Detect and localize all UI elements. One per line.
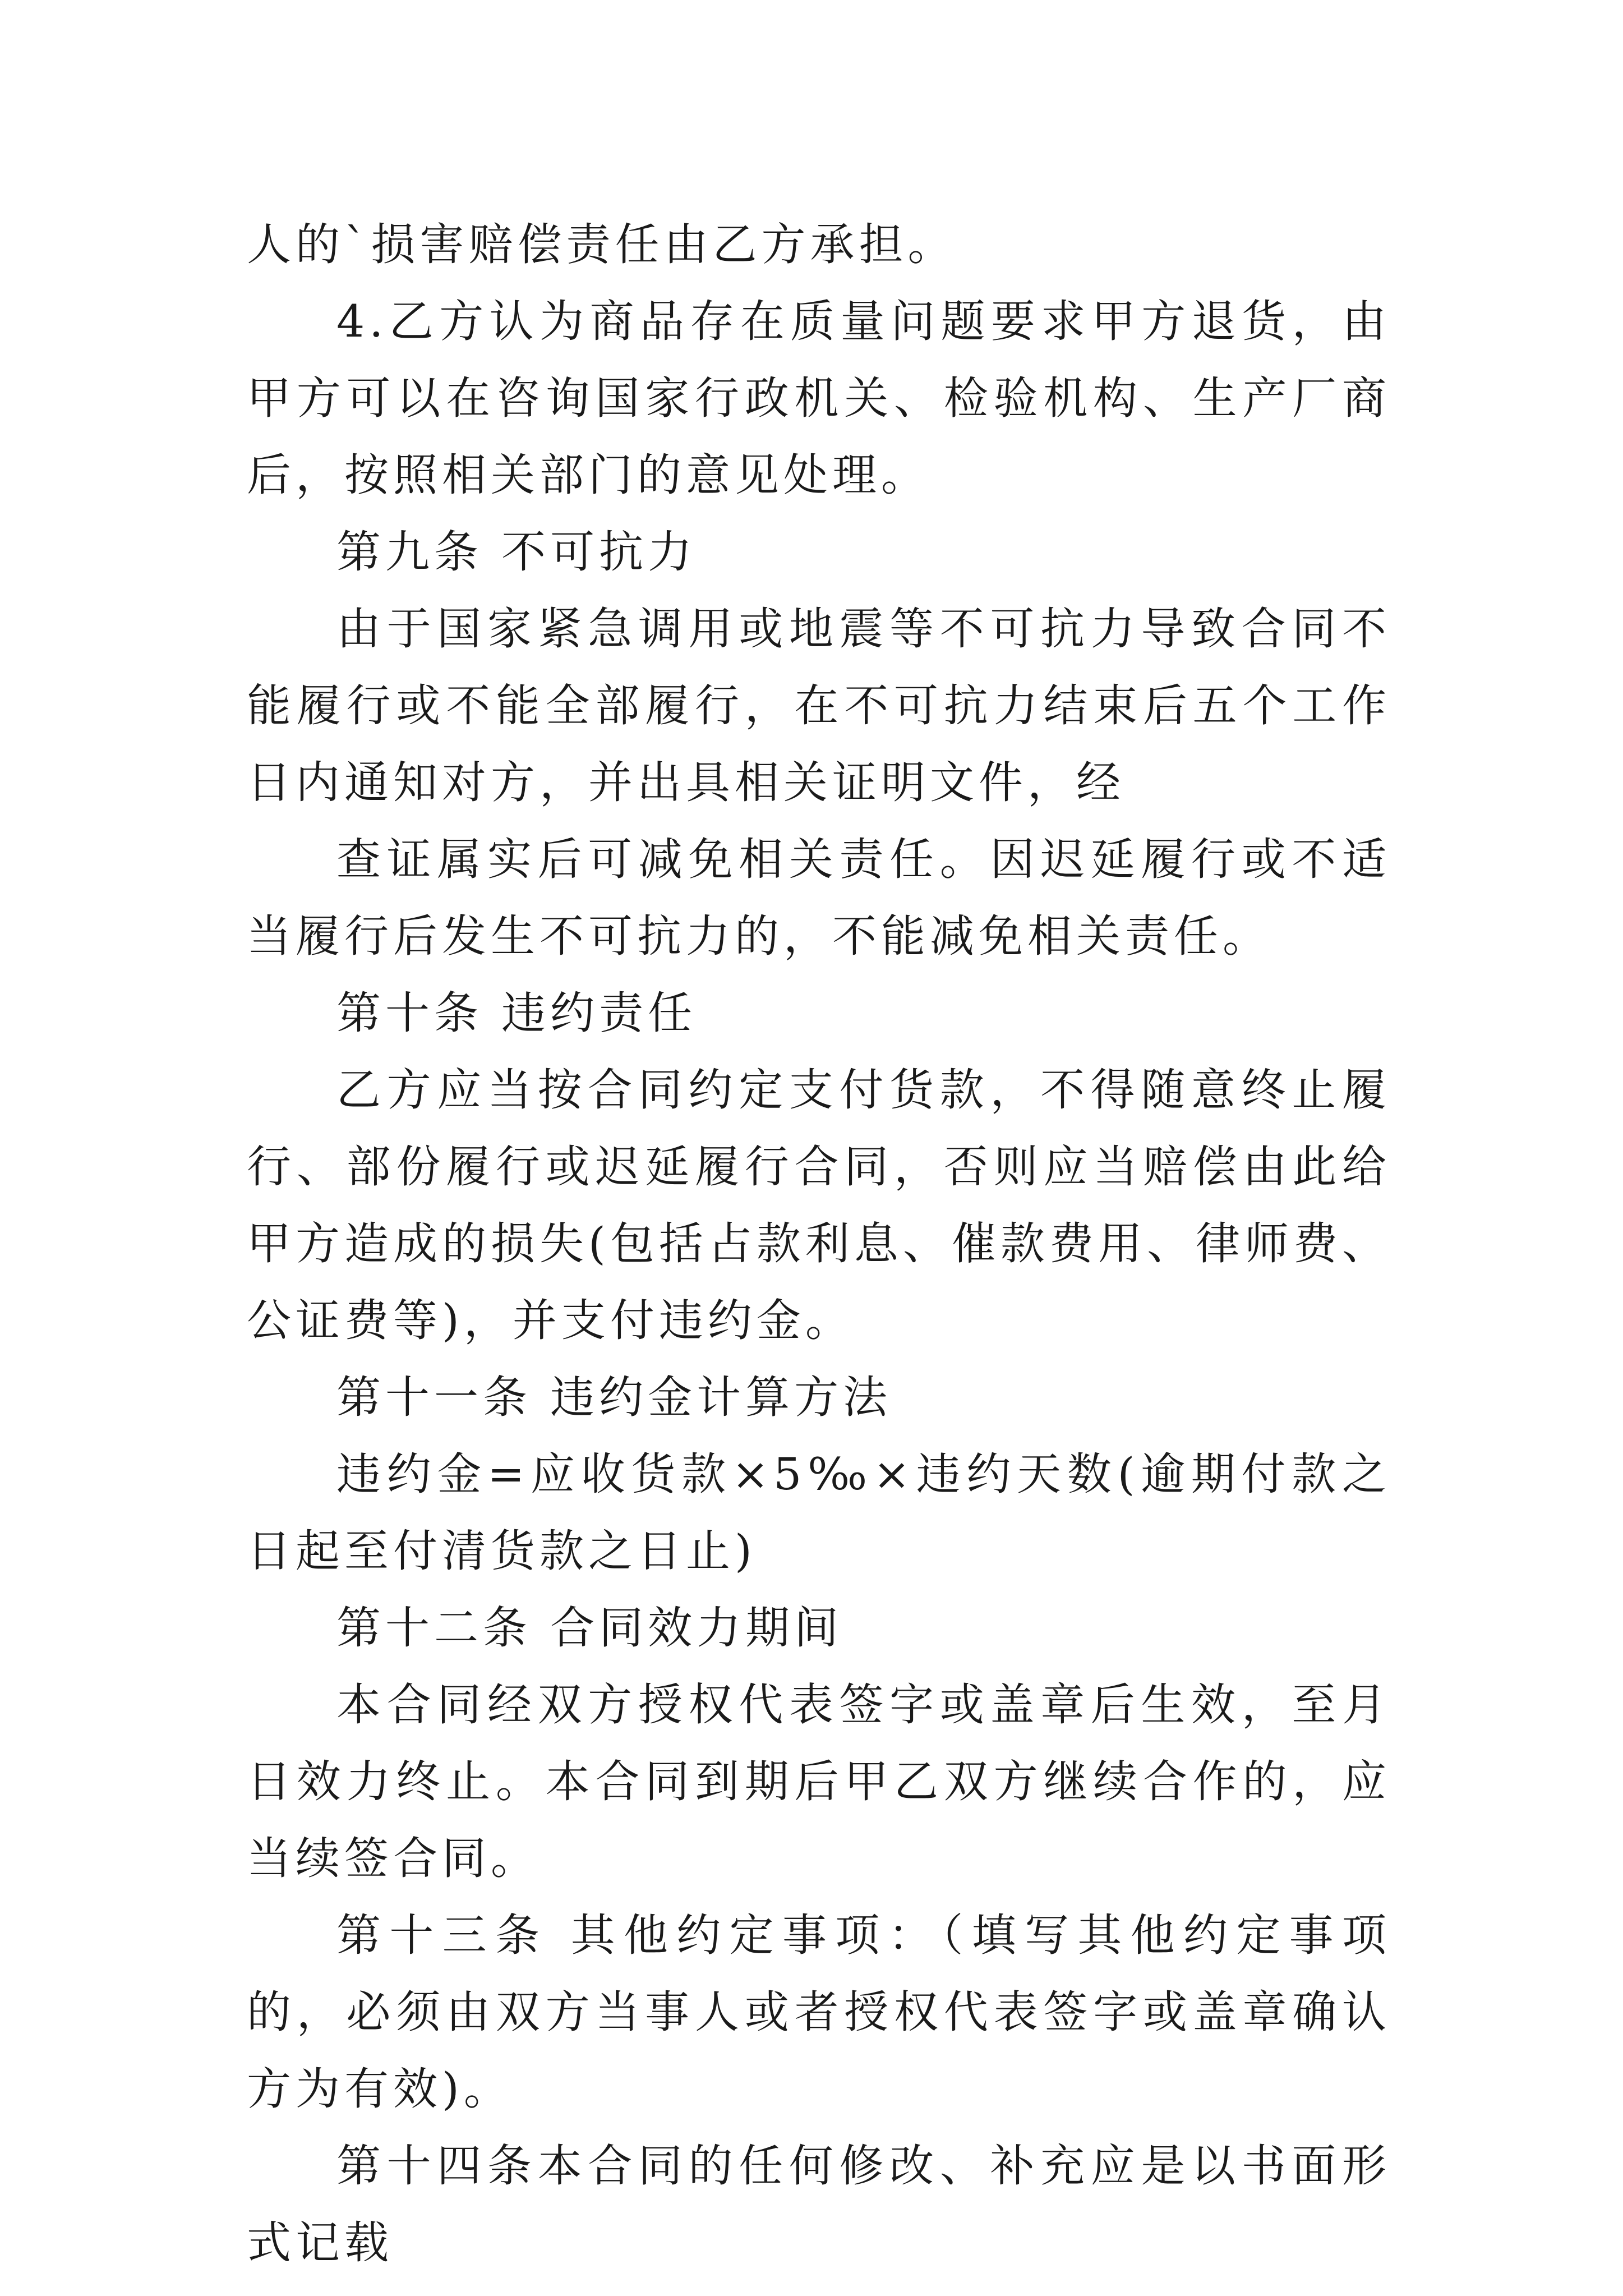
paragraph-article-14-amendments: 第十四条本合同的任何修改、补充应是以书面形式记载 — [247, 2140, 1391, 2269]
paragraph-force-majeure-part-1: 由于国家紧急调用或地震等不可抗力导致合同不能履行或不能全部履行，在不可抗力结束后五个工作日内通知对方，并出具相关证明文件，经 — [247, 603, 1391, 808]
paragraph-clause-4-quality-return: 4.乙方认为商品存在质量问题要求甲方退货，由甲方可以在咨询国家行政机关、检验机构、生产厂商后，按照相关部门的意见处理。 — [247, 296, 1391, 501]
paragraph-force-majeure-part-2: 查证属实后可减免相关责任。因迟延履行或不适当履行后发生不可抗力的，不能减免相关责任。 — [247, 834, 1391, 962]
paragraph-liability-continuation: 人的`损害赔偿责任由乙方承担。 — [247, 219, 957, 270]
paragraph-validity-period: 本合同经双方授权代表签字或盖章后生效，至月日效力终止。本合同到期后甲乙双方继续合作的，应当续签合同。 — [247, 1679, 1391, 1884]
paragraph-breach-liability: 乙方应当按合同约定支付货款，不得随意终止履行、部份履行或迟延履行合同，否则应当赔偿由此给甲方造成的损失(包括占款利息、催款费用、律师费、公证费等)，并支付违约金。 — [247, 1064, 1391, 1346]
contract-text-body — [247, 206, 1391, 2281]
heading-article-9-force-majeure: 第九条 不可抗力 — [336, 526, 697, 578]
heading-article-11-penalty-calculation: 第十一条 违约金计算方法 — [336, 1372, 892, 1423]
heading-article-10-breach-liability: 第十条 违约责任 — [336, 987, 697, 1039]
paragraph-article-13-other-matters: 第十三条 其他约定事项：（填写其他约定事项的，必须由双方当事人或者授权代表签字或盖章确认方为有效)。 — [247, 1910, 1391, 2115]
heading-article-12-validity-period: 第十二条 合同效力期间 — [336, 1602, 843, 1654]
paragraph-penalty-formula: 违约金=应收货款×5‰×违约天数(逾期付款之日起至付清货款之日止) — [247, 1448, 1391, 1577]
